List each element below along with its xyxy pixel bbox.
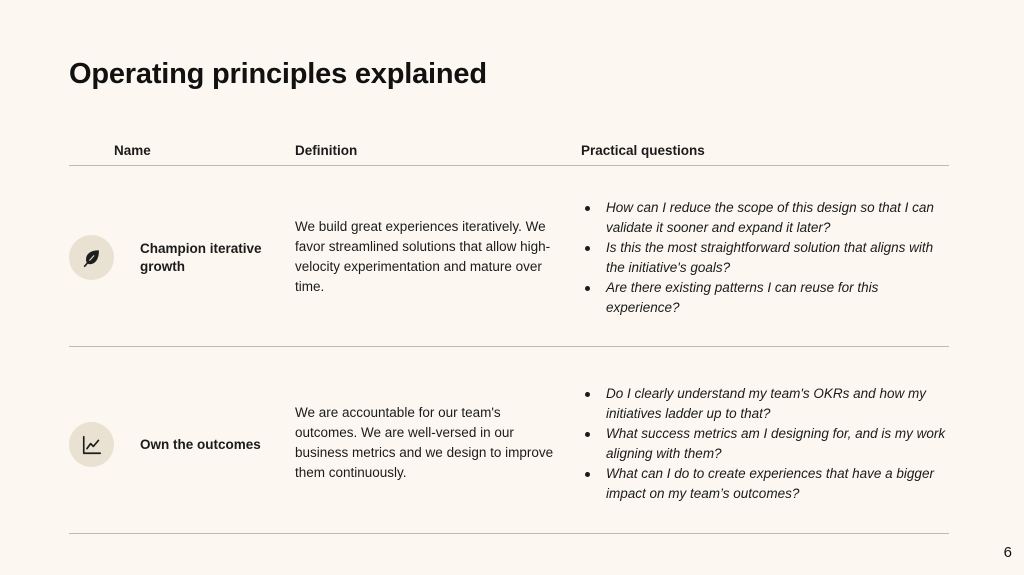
practical-questions-list <box>581 384 953 504</box>
header-practical-questions: Practical questions <box>581 143 705 158</box>
list-item: Do I clearly understand my team's OKRs and how my initiatives ladder up to that? <box>581 384 953 424</box>
list-item: How can I reduce the scope of this design so that I can validate it sooner and expand it later? <box>581 198 953 238</box>
principles-table <box>69 140 949 534</box>
table-row <box>69 347 949 534</box>
leaf-icon <box>69 235 114 280</box>
list-item: Is this the most straightforward solution that aligns with the initiative's goals? <box>581 238 953 278</box>
bullet-icon <box>585 206 590 211</box>
principle-name: Own the outcomes <box>140 437 261 452</box>
page-number: 6 <box>1003 544 1012 561</box>
header-definition: Definition <box>295 143 358 158</box>
bullet-icon <box>585 472 590 477</box>
bullet-icon <box>585 286 590 291</box>
table-header <box>69 140 949 166</box>
practical-questions-list <box>581 198 953 318</box>
bullet-icon <box>585 246 590 251</box>
principle-definition: We are accountable for our team's outcomes. We are well-versed in our business metrics and we design to improve them continuously. <box>295 405 554 480</box>
page-title: Operating principles explained <box>69 58 487 90</box>
bullet-icon <box>585 432 590 437</box>
principle-name: Champion iterative growth <box>140 241 262 274</box>
table-row <box>69 166 949 347</box>
list-item: Are there existing patterns I can reuse for this experience? <box>581 278 953 318</box>
list-item: What can I do to create experiences that have a bigger impact on my team’s outcomes? <box>581 464 953 504</box>
principle-definition: We build great experiences iteratively. We favor streamlined solutions that allow high-velocity experimentation and mature over time. <box>295 219 551 294</box>
header-name: Name <box>114 143 151 158</box>
bullet-icon <box>585 392 590 397</box>
line-chart-icon <box>69 422 114 467</box>
list-item: What success metrics am I designing for, and is my work aligning with them? <box>581 424 953 464</box>
